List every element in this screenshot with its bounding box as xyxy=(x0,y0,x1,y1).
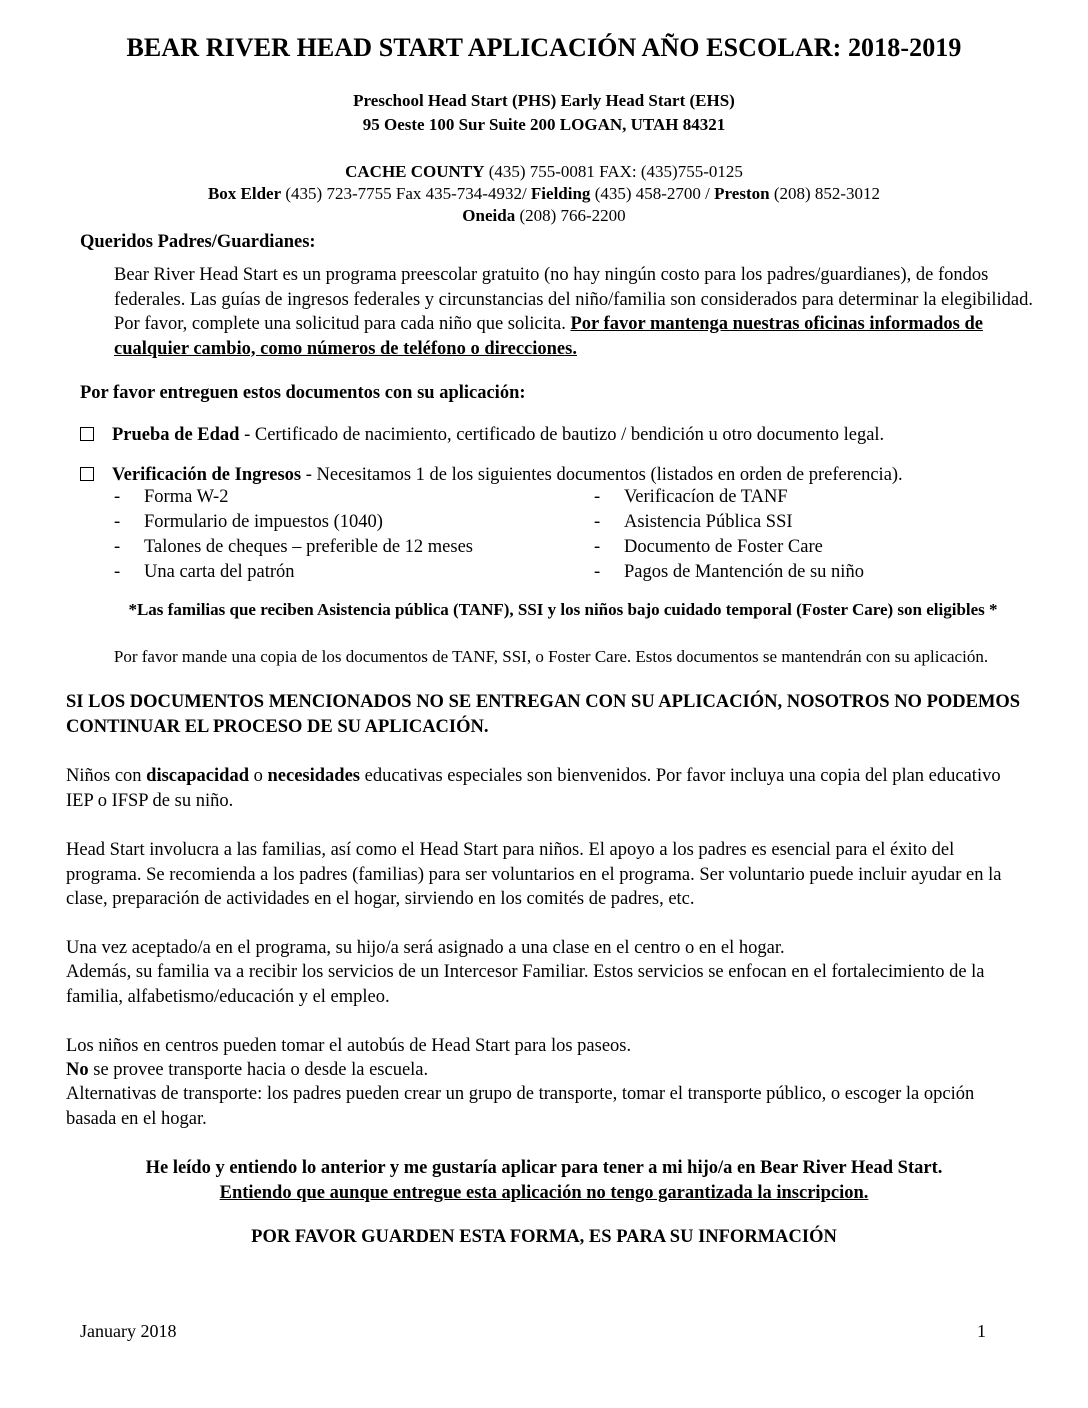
programs-line: Preschool Head Start (PHS) Early Head Start (EHS) xyxy=(353,91,735,110)
page-title: BEAR RIVER HEAD START APLICACIÓN AÑO ESCOLAR: 2018-2019 xyxy=(126,33,962,62)
agreement-underlined: Entiendo que aunque entregue esta aplicación no tengo garantizada la inscripcion. xyxy=(219,1183,869,1203)
age-proof-label: Prueba de Edad xyxy=(112,425,240,445)
checkbox-icon[interactable] xyxy=(80,467,94,481)
list-item: - Documento de Foster Care xyxy=(594,537,823,557)
documents-heading: Por favor entreguen estos documentos con su aplicación: xyxy=(80,383,526,403)
regional-contacts xyxy=(0,184,1088,204)
transport-line-2: No se provee transporte hacia o desde la escuela. xyxy=(66,1060,429,1080)
list-item: - Una carta del patrón xyxy=(114,562,295,582)
fielding-numbers: (435) 458-2700 / xyxy=(590,184,715,203)
address-line: 95 Oeste 100 Sur Suite 200 LOGAN, UTAH 84321 xyxy=(362,115,726,134)
income-text: - Necesitamos 1 de los siguientes documentos (listados en orden de preferencia). xyxy=(301,465,903,485)
income-label: Verificación de Ingresos xyxy=(112,465,302,485)
transport-line-1: Los niños en centros pueden tomar el autobús de Head Start para los paseos. xyxy=(66,1036,632,1056)
agreement-text: He leído y entiendo lo anterior y me gustaría aplicar para tener a mi hijo/a en Bear River Head Start. xyxy=(145,1158,943,1178)
box-elder-label: Box Elder xyxy=(207,184,282,203)
warning-text: SI LOS DOCUMENTOS MENCIONADOS NO SE ENTREGAN CON SU APLICACIÓN, NOSOTROS NO PODEMOS CONTINUAR EL PROCESO DE SU APLICACIÓN. xyxy=(66,692,1021,737)
list-item: - Talones de cheques – preferible de 12 meses xyxy=(114,537,474,557)
families-paragraph: Head Start involucra a las familias, así como el Head Start para niños. El apoyo a los padres es esencial para el éxito del programa. Se recomienda a los padres (familias) para ser voluntarios en el programa. Ser voluntario puede incluir ayudar en la clase, preparación de actividades en el hogar, sirviendo en los comités de padres, etc. xyxy=(66,840,1002,909)
list-item: - Formulario de impuestos (1040) xyxy=(114,512,383,532)
income-docs-right xyxy=(594,487,1014,587)
oneida-contact xyxy=(0,206,1088,226)
checkbox-icon[interactable] xyxy=(80,427,94,441)
cache-numbers: (435) 755-0081 FAX: (435)755-0125 xyxy=(484,162,743,181)
preston-numbers: (208) 852-3012 xyxy=(769,184,881,203)
footer-page-number: 1 xyxy=(977,1321,986,1341)
oneida-numbers: (208) 766-2200 xyxy=(515,206,626,225)
disability-paragraph: Niños con discapacidad o necesidades educativas especiales son bienvenidos. Por favor incluya una copia del plan educativo IEP o IFSP de su niño. xyxy=(66,766,1001,811)
intro-underlined: Por favor mantenga nuestras oficinas informados de cualquier cambio, como números de teléfono o direcciones. xyxy=(114,314,983,359)
oneida-label: Oneida xyxy=(462,206,516,225)
checklist-income xyxy=(80,463,1060,488)
accepted-line-2: Además, su familia va a recibir los servicios de un Intercesor Familiar. Estos servicios se enfocan en el fortalecimiento de la familia, alfabetismo/educación y el empleo. xyxy=(66,962,985,1007)
cache-contact xyxy=(0,162,1088,182)
list-item: - Forma W-2 xyxy=(114,487,229,507)
list-item: - Verificacíon de TANF xyxy=(594,487,788,507)
eligible-note: *Las familias que reciben Asistencia pública (TANF), SSI y los niños bajo cuidado temporal (Foster Care) son eligibles * xyxy=(128,600,998,619)
checklist-age xyxy=(80,423,1040,448)
list-item: - Asistencia Pública SSI xyxy=(594,512,793,532)
fielding-label: Fielding xyxy=(530,184,591,203)
accepted-line-1: Una vez aceptado/a en el programa, su hijo/a será asignado a una clase en el centro o en el hogar. xyxy=(66,938,785,958)
transport-line-3: Alternativas de transporte: los padres pueden crear un grupo de transporte, tomar el transporte público, o escoger la opción basada en el hogar. xyxy=(66,1084,975,1129)
box-elder-numbers: (435) 723-7755 Fax 435-734-4932/ xyxy=(281,184,531,203)
age-proof-text: - Certificado de nacimiento, certificado de bautizo / bendición u otro documento legal. xyxy=(239,425,885,445)
list-item: - Pagos de Mantención de su niño xyxy=(594,562,864,582)
income-docs-left xyxy=(114,487,534,587)
cache-label: CACHE COUNTY xyxy=(345,162,485,181)
footer-date: January 2018 xyxy=(80,1321,177,1341)
keep-form-notice: POR FAVOR GUARDEN ESTA FORMA, ES PARA SU INFORMACIÓN xyxy=(251,1227,837,1247)
preston-label: Preston xyxy=(714,184,770,203)
intro-paragraph xyxy=(114,263,1044,361)
intro-text: Bear River Head Start es un programa preescolar gratuito (no hay ningún costo para los padres/guardianes), de fondos federales. Las guías de ingresos federales y circunstancias del niño/familia son considerados para determinar la elegibilidad. Por favor, complete una solicitud para cada niño que solicita. xyxy=(114,265,1034,334)
copy-note: Por favor mande una copia de los documentos de TANF, SSI, o Foster Care. Estos documentos se mantendrán con su aplicación. xyxy=(113,647,989,666)
greeting: Queridos Padres/Guardianes: xyxy=(80,232,316,252)
